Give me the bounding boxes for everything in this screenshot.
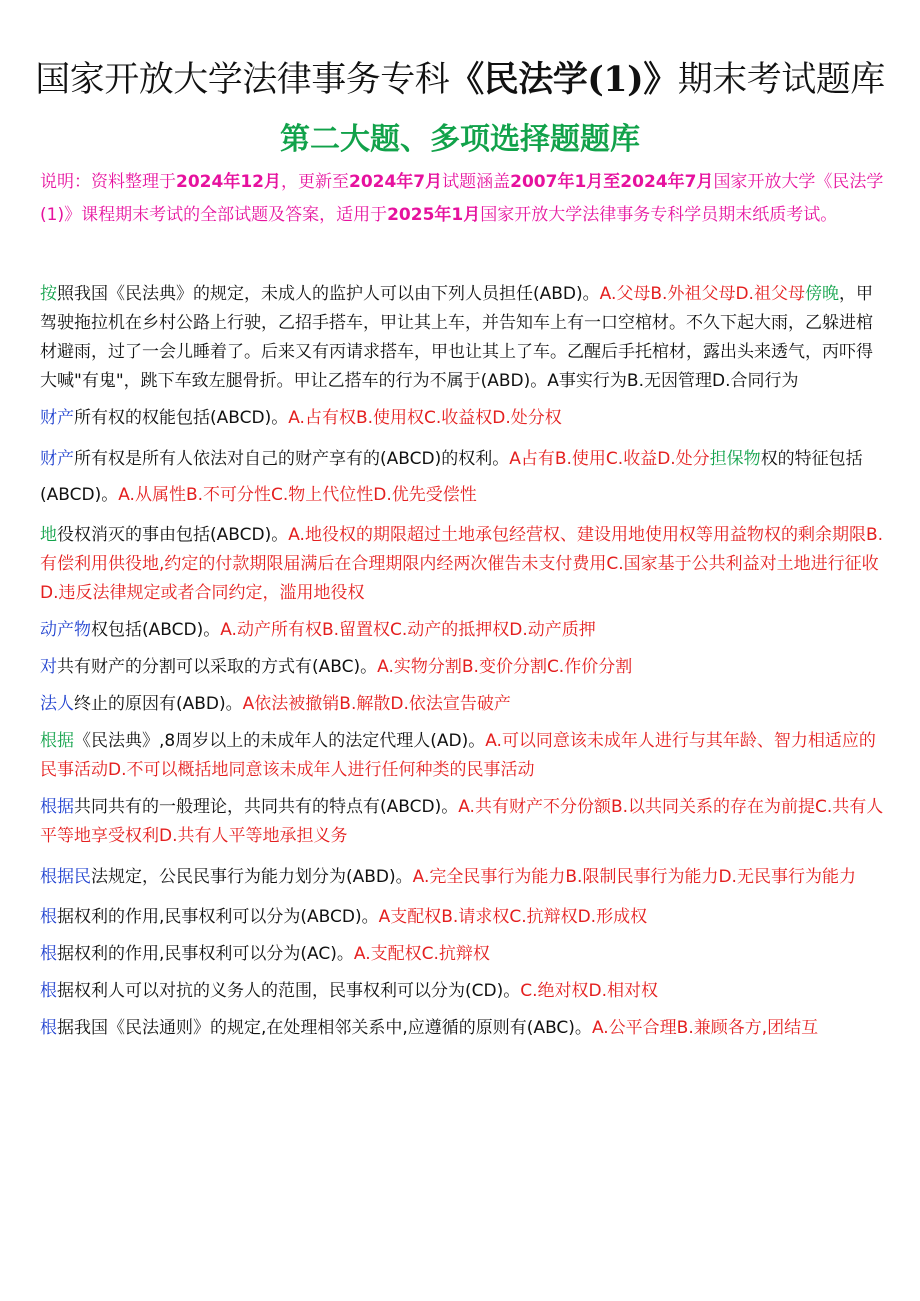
question-item <box>40 616 885 645</box>
question-lead: 财产 <box>40 408 74 428</box>
question-text: 权包括(ABCD)。 <box>91 620 221 640</box>
title-prefix: 国家开放大学法律事务专科 <box>35 60 450 100</box>
answer-text: A.支配权C.抗辩权 <box>353 944 490 964</box>
section-subtitle: 第二大题、多项选择题题库 <box>280 122 640 157</box>
question-lead: 傍晚 <box>804 284 839 304</box>
question-item <box>40 977 885 1006</box>
question-text: 所有权的权能包括(ABCD)。 <box>74 408 289 428</box>
question-text: 共有财产的分割可以采取的方式有(ABC)。 <box>57 657 378 677</box>
question-text: 据权利的作用,民事权利可以分为(ABCD)。 <box>57 907 379 927</box>
question-item <box>40 903 885 932</box>
question-text: 所有权是所有人依法对自己的财产享有的(ABCD)的权利。 <box>74 449 510 469</box>
question-item <box>40 1014 885 1043</box>
question-lead: 地 <box>40 525 57 545</box>
question-lead: 财产 <box>40 449 74 469</box>
answer-text: A.父母B.外祖父母D.祖父母 <box>599 284 805 304</box>
question-lead: 根据民 <box>40 867 91 887</box>
note-date: 2024年12月 <box>176 172 281 192</box>
question-lead: 根 <box>40 907 57 927</box>
question-item <box>40 521 885 608</box>
question-item <box>40 280 885 396</box>
note-date: 2025年1月 <box>387 205 481 225</box>
question-text: 据我国《民法通则》的规定,在处理相邻关系中,应遵循的原则有(ABC)。 <box>57 1018 592 1038</box>
question-text: 共同共有的一般理论，共同共有的特点有(ABCD)。 <box>74 797 459 817</box>
question-list <box>40 280 885 1043</box>
title-suffix: 期末考试题库 <box>677 60 885 100</box>
question-text: 法规定，公民民事行为能力划分为(ABD)。 <box>91 867 413 887</box>
question-item <box>40 690 885 719</box>
answer-text: A.动产所有权B.留置权C.动产的抵押权D.动产质押 <box>220 620 596 640</box>
title-book-name: 《民法学(1)》 <box>449 59 678 100</box>
question-text: ，甲驾驶拖拉机在乡村公路上行驶，乙招手搭车，甲让其上车，并告知车上有一口空棺材。不久下起大雨，乙躲进棺材避雨，过了一会儿睡着了。后来又有丙请求搭车，甲也让其上了车。乙醒后手托棺材，露出头来透气，丙吓得大喊"有鬼"，跳下车致左腿骨折。甲让乙搭车的行为不属于(ABD)。A事实行为B.无因管理D.合同行为 <box>40 284 873 391</box>
question-item <box>40 727 885 785</box>
note-date-range: 2007年1月至2024年7月 <box>510 172 714 192</box>
description-note <box>40 166 885 232</box>
question-text: 据权利的作用,民事权利可以分为(AC)。 <box>57 944 354 964</box>
question-text: 权的特征包括(ABCD)。 <box>40 449 863 505</box>
answer-text: A.完全民事行为能力B.限制民事行为能力D.无民事行为能力 <box>412 867 856 887</box>
answer-text: A支配权B.请求权C.抗辩权D.形成权 <box>378 907 648 927</box>
note-text: 国家开放大学《民法学(1)》课程期末考试的全部试题及答案，适用于 <box>40 172 884 225</box>
note-text: 说明：资料整理于 <box>40 172 176 192</box>
note-text: 国家开放大学法律事务专科学员期末纸质考试。 <box>480 205 838 225</box>
question-lead: 动产物 <box>40 620 91 640</box>
question-text: 役权消灭的事由包括(ABCD)。 <box>57 525 289 545</box>
answer-text: A.可以同意该未成年人进行与其年龄、智力相适应的民事活动D.不可以概括地同意该未成年人进行任何种类的民事活动 <box>40 731 876 780</box>
note-text: 试题涵盖 <box>442 172 511 192</box>
answer-text: A.实物分割B.变价分割C.作价分割 <box>377 657 633 677</box>
answer-text: A.占有权B.使用权C.收益权D.处分权 <box>288 408 562 428</box>
question-text: 《民法典》,8周岁以上的未成年人的法定代理人(AD)。 <box>74 731 486 751</box>
question-lead: 担保物 <box>709 449 761 469</box>
question-lead: 根 <box>40 1018 57 1038</box>
question-text: 终止的原因有(ABD)。 <box>74 694 243 714</box>
answer-text: A.共有财产不分份额B.以共同关系的存在为前提C.共有人平等地享受权利D.共有人平等地承担义务 <box>40 797 884 846</box>
question-text: 照我国《民法典》的规定，未成人的监护人可以由下列人员担任(ABD)。 <box>57 284 600 304</box>
note-date: 2024年7月 <box>348 172 443 192</box>
question-lead: 根 <box>40 981 57 1001</box>
question-lead: 按 <box>40 284 57 304</box>
answer-text: A依法被撤销B.解散D.依法宣告破产 <box>242 694 511 714</box>
question-item <box>40 404 885 433</box>
question-item <box>40 793 885 851</box>
question-lead: 根据 <box>40 797 74 817</box>
answer-text: A.公平合理B.兼顾各方,团结互 <box>591 1018 819 1038</box>
page-title <box>0 52 920 102</box>
question-item <box>40 653 885 682</box>
answer-text: C.绝对权D.相对权 <box>520 981 659 1001</box>
question-item <box>40 940 885 969</box>
question-item <box>40 859 885 895</box>
question-lead: 根 <box>40 944 57 964</box>
question-item <box>40 441 885 513</box>
note-text: ，更新至 <box>280 172 349 192</box>
question-text: 据权利人可以对抗的义务人的范围，民事权利可以分为(CD)。 <box>57 981 521 1001</box>
question-lead: 对 <box>40 657 57 677</box>
question-lead: 根据 <box>40 731 74 751</box>
question-lead: 法人 <box>40 694 74 714</box>
answer-text: A占有B.使用C.收益D.处分 <box>509 449 710 469</box>
answer-text: A.地役权的期限超过土地承包经营权、建设用地使用权等用益物权的剩余期限B.有偿利用供役地,约定的付款期限届满后在合理期限内经两次催告未支付费用C.国家基于公共利益对土地进行征收D.违反法律规定或者合同约定，滥用地役权 <box>40 525 884 603</box>
answer-text: A.从属性B.不可分性C.物上代位性D.优先受偿性 <box>118 485 477 505</box>
